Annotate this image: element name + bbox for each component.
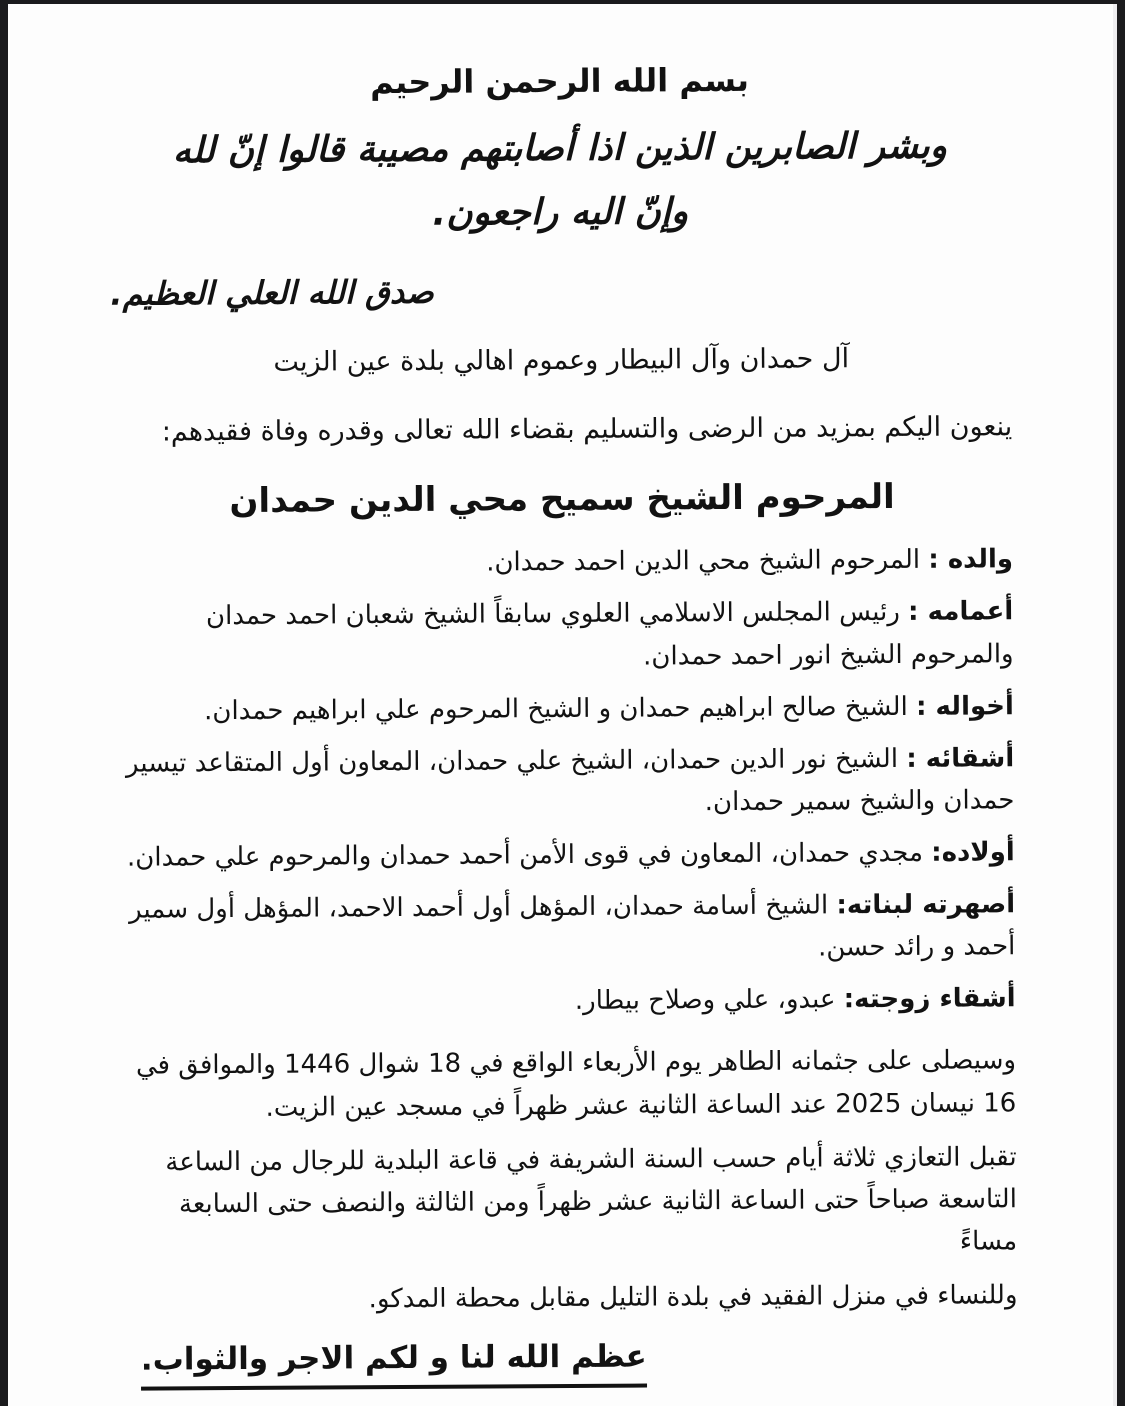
closing-dua-wrapper — [117, 1332, 1018, 1390]
relation-label: والده : — [928, 544, 1014, 576]
relation-text: رئيس المجلس الاسلامي العلوي سابقاً الشيخ شعبان احمد حمدان والمرحوم الشيخ انور احمد حمدان. — [205, 597, 1014, 672]
relation-text: مجدي حمدان، المعاون في قوى الأمن أحمد حمدان والمرحوم علي حمدان. — [126, 837, 924, 873]
relation-text: عبدو، علي وصلاح بيطار. — [574, 984, 836, 1017]
relation-label: أشقائه : — [906, 743, 1015, 774]
verse-line-1: وبشر الصابرين الذين اذا أصابتهم مصيبة قالوا إنّ لله — [172, 125, 948, 172]
relation-label: أولاده: — [931, 837, 1015, 868]
relation-row-sons — [114, 831, 1015, 879]
relation-text: الشيخ نور الدين حمدان، الشيخ علي حمدان، المعاون أول المتقاعد تيسير حمدان والشيخ سمير حمدان. — [125, 743, 1015, 818]
relation-text: المرحوم الشيخ محي الدين احمد حمدان. — [486, 545, 921, 578]
deceased-name-title: المرحوم الشيخ سميح محي الدين حمدان — [229, 477, 895, 522]
relation-label: أصهرته لبناته: — [836, 889, 1016, 921]
bismillah-heading: بسم الله الرحمن الرحيم — [370, 60, 750, 102]
relation-label: أشقاء زوجته: — [843, 983, 1016, 1015]
scan-edge-top — [0, 0, 1125, 4]
relation-text: الشيخ أسامة حمدان، المؤهل أول أحمد الاحمد، المؤهل أول سمير أحمد و رائد حسن. — [128, 890, 1016, 963]
relation-row-maternal-uncles — [113, 685, 1014, 733]
relations-list — [112, 539, 1016, 1026]
verse-line-2: وإنّ اليه راجعون. — [432, 191, 689, 235]
relation-row-uncles — [112, 591, 1013, 681]
closing-dua: عظم الله لنا و لكم الاجر والثواب. — [141, 1335, 647, 1391]
quran-verse — [109, 114, 1011, 248]
relation-label: أعمامه : — [908, 596, 1014, 628]
families-line: آل حمدان وآل البيطار وعموم اهالي بلدة عين الزيت — [273, 343, 850, 379]
relation-text: الشيخ صالح ابراهيم حمدان و الشيخ المرحوم علي ابراهيم حمدان. — [204, 691, 908, 726]
relation-label: أخواله : — [915, 690, 1014, 722]
relation-row-brothers — [113, 737, 1014, 827]
relation-row-wife-brothers — [115, 978, 1016, 1026]
scan-edge-left — [0, 0, 8, 1406]
condolences-women-notice: وللنساء في منزل الفقيد في بلدة التليل مقابل محطة المدكو. — [368, 1280, 1018, 1315]
sadaqa-line: صدق الله العلي العظيم. — [110, 273, 434, 314]
announcement-line: ينعون اليكم بمزيد من الرضى والتسليم بقضاء الله تعالى وقدره وفاة فقيدهم: — [161, 411, 1013, 448]
scan-edge-right — [1117, 0, 1125, 1406]
relation-row-father — [112, 539, 1013, 587]
relation-row-sons-in-law — [114, 883, 1015, 973]
funeral-notice: وسيصلى على جثمانه الطاهر يوم الأربعاء الواقع في 18 شوال 1446 والموافق في 16 نيسان 2025 عند الساعة الثانية عشر ظهراً في مسجد عين الزيت. — [135, 1045, 1017, 1123]
condolences-men-notice: تقبل التعازي ثلاثة أيام حسب السنة الشريفة في قاعة البلدية للرجال من الساعة التاسعة صباحاً حتى الساعة الثانية عشر ظهراً ومن الثالثة والنصف حتى السابعة مساءً — [165, 1141, 1018, 1257]
